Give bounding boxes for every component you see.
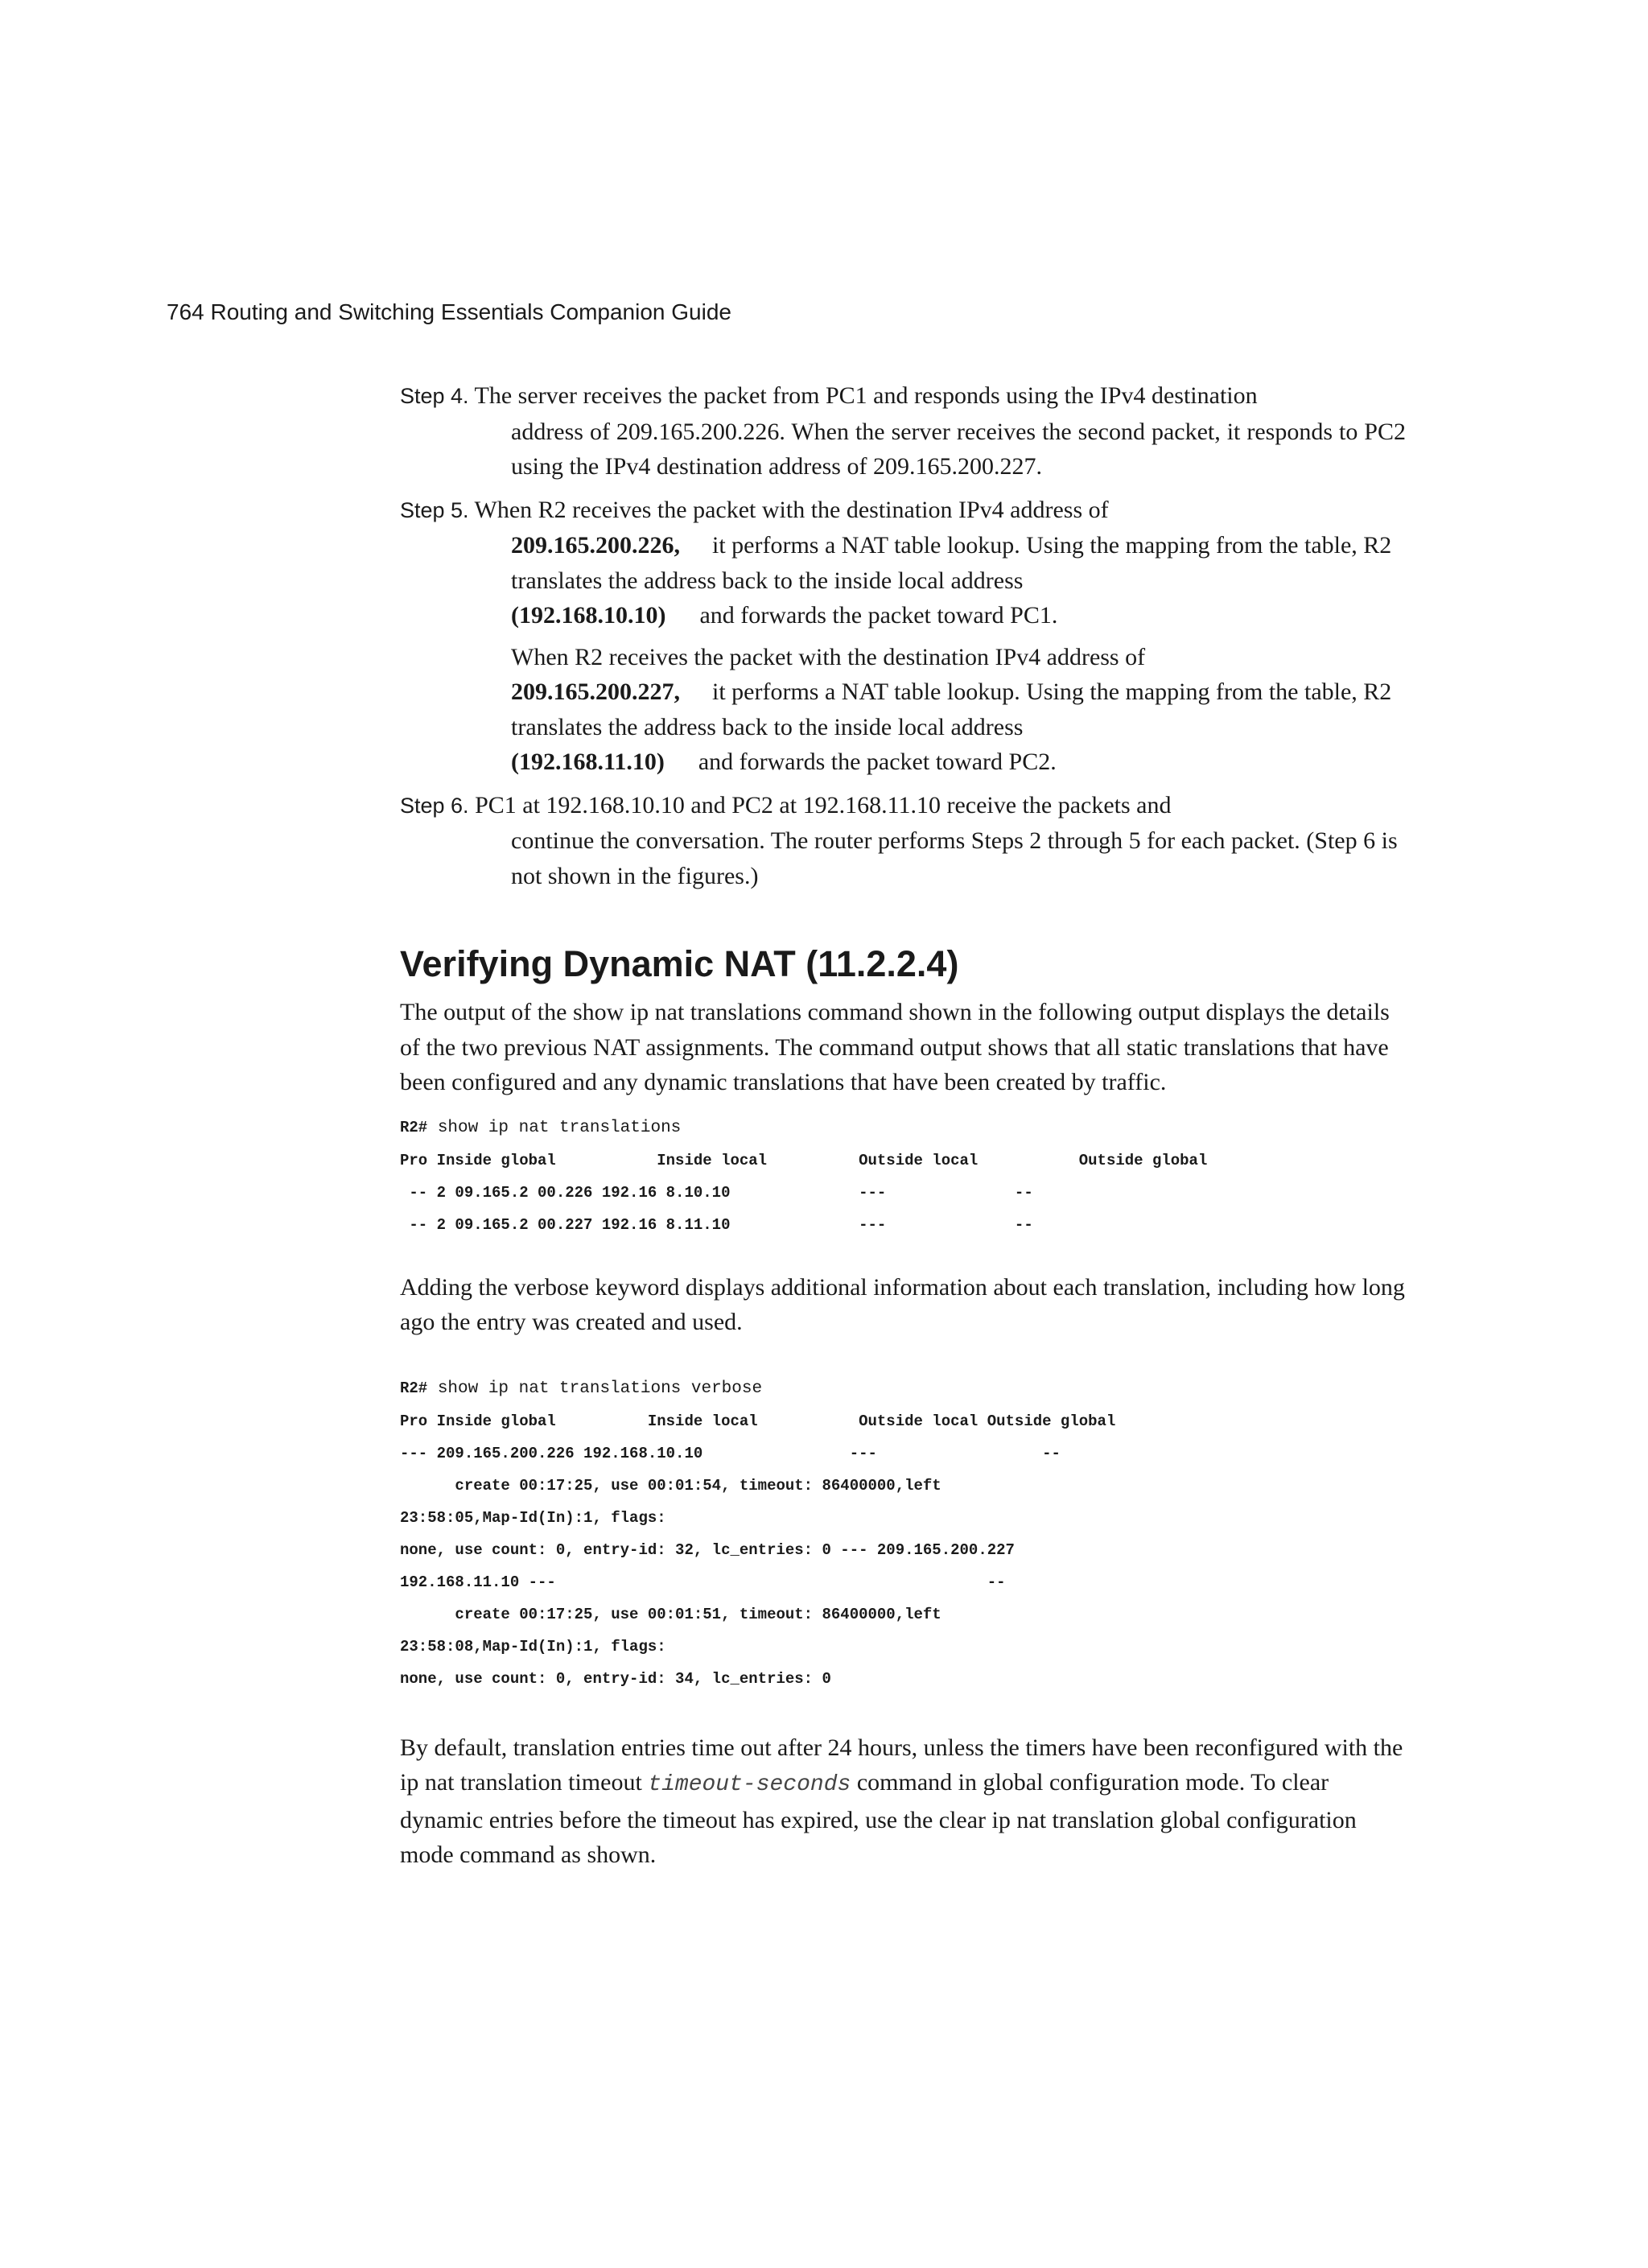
code-command-line xyxy=(400,1372,1406,1405)
code-line: 23:58:05,Map-Id(In):1, flags: xyxy=(400,1508,666,1527)
code-line: create 00:17:25, use 00:01:51, timeout: 86400000,left xyxy=(400,1605,941,1623)
destination-address-2: 209.165.200.227, xyxy=(511,678,680,705)
code-command-line xyxy=(400,1111,1406,1144)
timeout-seconds-argument: timeout-seconds xyxy=(648,1772,851,1797)
step-5 xyxy=(400,493,1406,780)
code-line: create 00:17:25, use 00:01:54, timeout: 86400000,left xyxy=(400,1476,941,1495)
step-5-para-2 xyxy=(400,640,1406,780)
code-block-verbose xyxy=(400,1372,1406,1695)
code-line: -- 2 09.165.2 00.226 192.16 8.10.10 --- -- xyxy=(400,1183,1033,1202)
verbose-paragraph: Adding the verbose keyword displays additional information about each translation, including how long ago the entry was created and used. xyxy=(400,1273,1405,1335)
timeout-text-b: command in global configuration mode. To clear dynamic entries before the timeout has expired, use the clear ip nat translation global configuration mode command as shown. xyxy=(400,1769,1357,1868)
step-5-para-1 xyxy=(400,528,1406,633)
code-line: -- 2 09.165.2 00.227 192.16 8.11.10 --- -- xyxy=(400,1215,1033,1234)
step-5-label: Step 5. xyxy=(400,497,469,522)
inside-local-address-2: (192.168.11.10) xyxy=(511,748,665,775)
step-6-lead xyxy=(400,788,1406,824)
step-6-body: continue the conversation. The router performs Steps 2 through 5 for each packet. (Step 6 is not shown in the figures.) xyxy=(511,827,1398,889)
step-4-lead xyxy=(400,378,1406,414)
code-line: --- 209.165.200.226 192.168.10.10 --- -- xyxy=(400,1444,1061,1462)
step-5-para-1-text-a: it performs a NAT table lookup. Using the mapping from the table, R2 translates the address back to the inside local address xyxy=(511,532,1392,594)
step-4-body: address of 209.165.200.226. When the server receives the second packet, it responds to PC2 using the IPv4 destination address of 209.165.200.227. xyxy=(511,418,1406,480)
step-4-label: Step 4. xyxy=(400,384,469,408)
code-line: 192.168.11.10 --- -- xyxy=(400,1573,1006,1591)
timeout-paragraph xyxy=(400,1730,1406,1873)
timeout-text-a: By default, translation entries time out after 24 hours, unless the timers have been reconfigured with the ip nat translation timeout xyxy=(400,1734,1403,1796)
running-head: 764 Routing and Switching Essentials Companion Guide xyxy=(167,299,731,324)
step-4-line1: The server receives the packet from PC1 and responds using the IPv4 destination xyxy=(474,382,1258,409)
inside-local-address-1: (192.168.10.10) xyxy=(511,602,666,629)
code-line: Pro Inside global Inside local Outside local Outside global xyxy=(400,1151,1208,1169)
section-heading: Verifying Dynamic NAT (11.2.2.4) xyxy=(400,943,959,984)
step-5-para-2-text-b: and forwards the packet toward PC2. xyxy=(698,748,1057,775)
code-line: Pro Inside global Inside local Outside local Outside global xyxy=(400,1412,1116,1430)
step-6-line1: PC1 at 192.168.10.10 and PC2 at 192.168.11.10 receive the packets and xyxy=(475,791,1172,819)
code-prompt: R2# xyxy=(400,1379,428,1397)
code-prompt: R2# xyxy=(400,1118,428,1136)
step-6-label: Step 6. xyxy=(400,793,469,818)
step-6 xyxy=(400,788,1406,894)
code-command: show ip nat translations verbose xyxy=(427,1379,763,1398)
step-5-para-2-text-a: it performs a NAT table lookup. Using the mapping from the table, R2 translates the address back to the inside local address xyxy=(511,678,1392,740)
code-block-translations xyxy=(400,1111,1406,1241)
step-5-line1: When R2 receives the packet with the destination IPv4 address of xyxy=(474,496,1109,523)
step-5-para-1-text-b: and forwards the packet toward PC1. xyxy=(699,602,1058,629)
step-5-para-2-lead: When R2 receives the packet with the destination IPv4 address of xyxy=(511,643,1146,670)
code-line: none, use count: 0, entry-id: 34, lc_entries: 0 xyxy=(400,1669,831,1688)
intro-paragraph: The output of the show ip nat translations command shown in the following output displays the details of the two previous NAT assignments. The command output shows that all static translations that have been configured and any dynamic translations that have been created by traffic. xyxy=(400,999,1390,1095)
code-command: show ip nat translations xyxy=(427,1118,682,1137)
step-4 xyxy=(400,378,1406,485)
code-line: 23:58:08,Map-Id(In):1, flags: xyxy=(400,1637,666,1656)
destination-address-1: 209.165.200.226, xyxy=(511,532,680,559)
step-5-lead xyxy=(400,493,1406,529)
page-content xyxy=(400,378,1406,1873)
code-line: none, use count: 0, entry-id: 32, lc_entries: 0 --- 209.165.200.227 xyxy=(400,1540,1015,1559)
